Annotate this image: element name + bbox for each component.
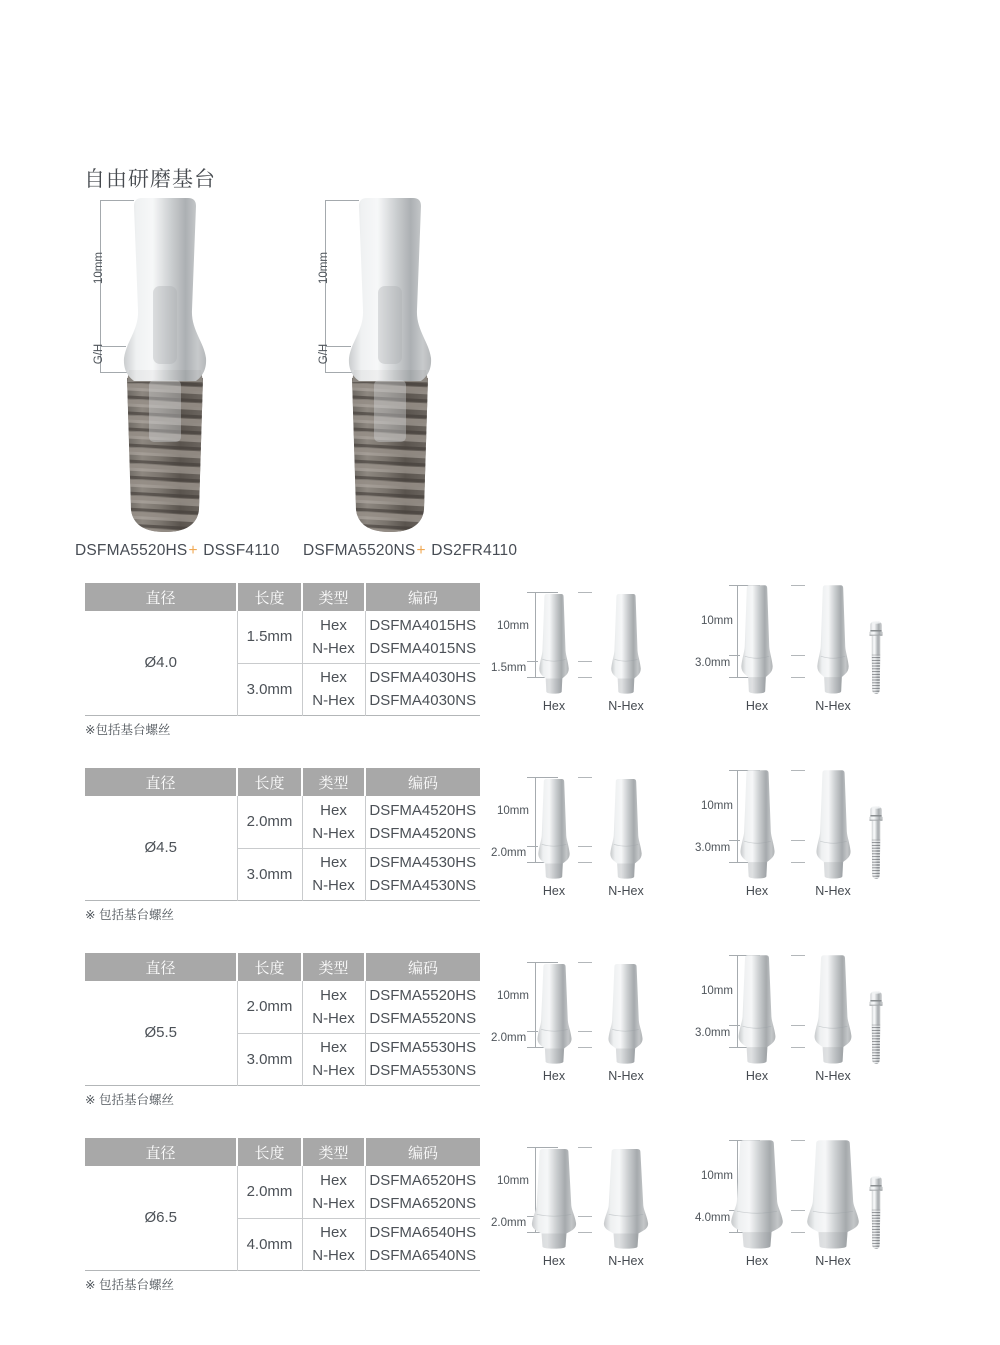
dim-label-10mm: 10mm bbox=[701, 985, 733, 997]
dimension-label-height: 10mm bbox=[93, 252, 105, 284]
hex-label: Hex bbox=[542, 884, 566, 898]
dimension-line bbox=[737, 585, 738, 678]
spec-table bbox=[85, 1138, 480, 1271]
dimension-dash bbox=[578, 1147, 592, 1148]
table-row bbox=[85, 796, 480, 848]
diameter-value: Ø6.5 bbox=[144, 1209, 178, 1227]
type-nhex: N-Hex bbox=[312, 877, 355, 894]
table-header-row bbox=[85, 1138, 480, 1166]
col-header-code: 编码 bbox=[365, 583, 480, 611]
code-values bbox=[365, 611, 480, 663]
col-header-length: 长度 bbox=[237, 1138, 302, 1166]
nhex-label: N-Hex bbox=[815, 1069, 851, 1083]
col-header-code: 编码 bbox=[365, 953, 480, 981]
col-header-type: 类型 bbox=[302, 768, 365, 796]
dimension-dash bbox=[791, 862, 805, 863]
implant-assembly-figure-1 bbox=[85, 190, 315, 542]
dimension-dash bbox=[791, 770, 805, 771]
spec-section-d55 bbox=[0, 953, 1000, 1138]
product-code-combo-2 bbox=[303, 542, 517, 560]
code-ns: DSFMA5520NS bbox=[369, 1009, 477, 1027]
code-ns: DSFMA4520NS bbox=[369, 824, 477, 842]
dimension-dash bbox=[578, 846, 592, 847]
length-value: 3.0mm bbox=[237, 1033, 302, 1085]
figure-group-b bbox=[695, 1138, 910, 1278]
dim-label-gh: 3.0mm bbox=[695, 1027, 731, 1039]
implant-with-abutment-image bbox=[105, 190, 245, 540]
dimension-dash bbox=[578, 592, 592, 593]
type-nhex: N-Hex bbox=[312, 1062, 355, 1079]
type-values bbox=[302, 1218, 365, 1270]
dimension-dash bbox=[791, 955, 805, 956]
abutment-image-nhex bbox=[602, 1147, 650, 1250]
spec-table bbox=[85, 953, 480, 1086]
nhex-label: N-Hex bbox=[815, 1254, 851, 1268]
col-header-length: 长度 bbox=[237, 768, 302, 796]
dimension-dash bbox=[791, 1232, 805, 1233]
footnote: ※包括基台螺丝 bbox=[85, 723, 171, 737]
hex-label: Hex bbox=[745, 1069, 769, 1083]
nhex-label: N-Hex bbox=[608, 1069, 644, 1083]
hex-label: Hex bbox=[542, 699, 566, 713]
abutment-code: DSFMA5520HS bbox=[75, 542, 188, 559]
code-values bbox=[365, 796, 480, 848]
code-ns: DSFMA4530NS bbox=[369, 877, 477, 894]
abutment-image-hex bbox=[740, 583, 774, 695]
diameter-value: Ø4.5 bbox=[144, 839, 178, 857]
dim-label-10mm: 10mm bbox=[701, 800, 733, 812]
type-hex: Hex bbox=[320, 616, 347, 634]
code-hs: DSFMA5530HS bbox=[369, 1039, 477, 1056]
type-values bbox=[302, 848, 365, 900]
hex-label: Hex bbox=[745, 1254, 769, 1268]
dimension-label-gh: G/H bbox=[93, 343, 105, 365]
type-nhex: N-Hex bbox=[312, 1194, 355, 1212]
code-values bbox=[365, 848, 480, 900]
dim-label-10mm: 10mm bbox=[497, 1175, 529, 1187]
code-hs: DSFMA4015HS bbox=[369, 616, 477, 634]
dim-label-gh: 4.0mm bbox=[695, 1212, 731, 1224]
code-values bbox=[365, 1033, 480, 1085]
code-hs: DSFMA4520HS bbox=[369, 801, 477, 819]
abutment-image-hex bbox=[739, 768, 776, 880]
type-values bbox=[302, 1033, 365, 1085]
col-header-diameter: 直径 bbox=[85, 953, 237, 981]
dimension-line bbox=[535, 777, 536, 863]
code-hs: DSFMA6520HS bbox=[369, 1171, 477, 1189]
code-hs: DSFMA5520HS bbox=[369, 986, 477, 1004]
figure-group-a bbox=[490, 1138, 690, 1278]
dimension-dash bbox=[791, 1047, 805, 1048]
type-hex: Hex bbox=[320, 1224, 347, 1241]
abutment-image-hex bbox=[536, 962, 573, 1065]
dimension-line bbox=[737, 770, 738, 863]
col-header-length: 长度 bbox=[237, 953, 302, 981]
col-header-length: 长度 bbox=[237, 583, 302, 611]
col-header-diameter: 直径 bbox=[85, 583, 237, 611]
figure-group-a bbox=[490, 583, 690, 723]
length-value: 3.0mm bbox=[237, 848, 302, 900]
abutment-image-hex bbox=[530, 1147, 578, 1250]
abutment-code: DSFMA5520NS bbox=[303, 542, 416, 559]
footnote: ※ 包括基台螺丝 bbox=[85, 1093, 174, 1107]
screw-code: DS2FR4110 bbox=[431, 542, 518, 559]
abutment-image-nhex bbox=[607, 962, 644, 1065]
implant-assembly-figure-2 bbox=[310, 190, 540, 542]
length-value: 2.0mm bbox=[237, 981, 302, 1033]
spec-table bbox=[85, 583, 480, 716]
abutment-image-nhex bbox=[813, 953, 853, 1065]
hex-label: Hex bbox=[745, 699, 769, 713]
type-values bbox=[302, 663, 365, 715]
col-header-code: 编码 bbox=[365, 1138, 480, 1166]
footnote: ※ 包括基台螺丝 bbox=[85, 908, 174, 922]
dimension-dash bbox=[578, 1232, 592, 1233]
dim-label-10mm: 10mm bbox=[701, 1170, 733, 1182]
type-nhex: N-Hex bbox=[312, 1009, 355, 1027]
length-value: 4.0mm bbox=[237, 1218, 302, 1270]
hex-label: Hex bbox=[542, 1254, 566, 1268]
abutment-image-hex bbox=[537, 777, 571, 880]
figure-group-b bbox=[695, 953, 910, 1093]
dim-label-10mm: 10mm bbox=[701, 615, 733, 627]
type-values bbox=[302, 611, 365, 663]
table-row bbox=[85, 1166, 480, 1218]
abutment-image-nhex bbox=[805, 1138, 861, 1250]
dimension-dash bbox=[578, 1216, 592, 1217]
type-hex: Hex bbox=[320, 986, 347, 1004]
col-header-type: 类型 bbox=[302, 1138, 365, 1166]
dimension-dash bbox=[578, 677, 592, 678]
dimension-label-height: 10mm bbox=[318, 252, 330, 284]
type-nhex: N-Hex bbox=[312, 692, 355, 709]
diameter-value: Ø5.5 bbox=[144, 1024, 178, 1042]
figure-group-b bbox=[695, 583, 910, 723]
code-ns: DSFMA4015NS bbox=[369, 639, 477, 657]
dim-label-10mm: 10mm bbox=[497, 620, 529, 632]
col-header-type: 类型 bbox=[302, 953, 365, 981]
code-values bbox=[365, 663, 480, 715]
figure-group-a bbox=[490, 768, 690, 908]
code-ns: DSFMA6540NS bbox=[369, 1247, 477, 1264]
abutment-image-hex bbox=[737, 953, 777, 1065]
abutment-image-hex bbox=[538, 592, 570, 695]
type-hex: Hex bbox=[320, 1171, 347, 1189]
nhex-label: N-Hex bbox=[608, 699, 644, 713]
screw-code: DSSF4110 bbox=[203, 542, 280, 559]
col-header-code: 编码 bbox=[365, 768, 480, 796]
length-value: 2.0mm bbox=[237, 1166, 302, 1218]
dim-label-gh: 3.0mm bbox=[695, 657, 731, 669]
dimension-dash bbox=[578, 962, 592, 963]
dimension-dash bbox=[578, 1031, 592, 1032]
abutment-image-nhex bbox=[816, 583, 850, 695]
abutment-image-nhex bbox=[815, 768, 852, 880]
product-code-combo-1 bbox=[75, 542, 280, 560]
length-value: 3.0mm bbox=[237, 663, 302, 715]
hex-label: Hex bbox=[542, 1069, 566, 1083]
table-header-row bbox=[85, 953, 480, 981]
dimension-dash bbox=[791, 655, 805, 656]
type-nhex: N-Hex bbox=[312, 824, 355, 842]
dim-label-gh: 1.5mm bbox=[491, 662, 527, 674]
dimension-dash bbox=[578, 862, 592, 863]
code-values bbox=[365, 1166, 480, 1218]
abutment-screw-image bbox=[862, 1172, 890, 1256]
dimension-dash bbox=[791, 1210, 805, 1211]
code-values bbox=[365, 1218, 480, 1270]
type-values bbox=[302, 1166, 365, 1218]
dim-label-10mm: 10mm bbox=[497, 990, 529, 1002]
footnote: ※ 包括基台螺丝 bbox=[85, 1278, 174, 1292]
implant-with-abutment-image bbox=[330, 190, 470, 540]
table-row bbox=[85, 981, 480, 1033]
dim-label-gh: 2.0mm bbox=[491, 847, 527, 859]
code-ns: DSFMA4030NS bbox=[369, 692, 477, 709]
abutment-screw-image bbox=[862, 802, 890, 886]
dim-label-10mm: 10mm bbox=[497, 805, 529, 817]
type-values bbox=[302, 981, 365, 1033]
dim-label-gh: 2.0mm bbox=[491, 1032, 527, 1044]
code-hs: DSFMA6540HS bbox=[369, 1224, 477, 1241]
code-hs: DSFMA4030HS bbox=[369, 669, 477, 686]
length-value: 1.5mm bbox=[237, 611, 302, 663]
dimension-dash bbox=[791, 840, 805, 841]
nhex-label: N-Hex bbox=[608, 1254, 644, 1268]
dimension-dash bbox=[791, 1025, 805, 1026]
type-values bbox=[302, 796, 365, 848]
col-header-type: 类型 bbox=[302, 583, 365, 611]
hex-label: Hex bbox=[745, 884, 769, 898]
plus-sign: + bbox=[416, 542, 426, 559]
dimension-tick bbox=[527, 661, 538, 662]
plus-sign: + bbox=[188, 542, 198, 559]
dimension-tick bbox=[729, 655, 740, 656]
dim-label-gh: 3.0mm bbox=[695, 842, 731, 854]
length-value: 2.0mm bbox=[237, 796, 302, 848]
type-hex: Hex bbox=[320, 801, 347, 819]
abutment-image-nhex bbox=[609, 777, 643, 880]
page-title: 自由研磨基台 bbox=[84, 168, 216, 191]
dimension-line bbox=[535, 592, 536, 678]
nhex-label: N-Hex bbox=[815, 884, 851, 898]
dimension-dash bbox=[578, 661, 592, 662]
table-row bbox=[85, 611, 480, 663]
type-hex: Hex bbox=[320, 669, 347, 686]
col-header-diameter: 直径 bbox=[85, 1138, 237, 1166]
dimension-dash bbox=[578, 1047, 592, 1048]
table-header-row bbox=[85, 583, 480, 611]
nhex-label: N-Hex bbox=[815, 699, 851, 713]
spec-section-d65 bbox=[0, 1138, 1000, 1323]
code-ns: DSFMA5530NS bbox=[369, 1062, 477, 1079]
dimension-dash bbox=[791, 677, 805, 678]
code-values bbox=[365, 981, 480, 1033]
table-header-row bbox=[85, 768, 480, 796]
abutment-screw-image bbox=[862, 617, 890, 701]
figure-group-a bbox=[490, 953, 690, 1093]
dim-label-gh: 2.0mm bbox=[491, 1217, 527, 1229]
code-hs: DSFMA4530HS bbox=[369, 854, 477, 871]
abutment-screw-image bbox=[862, 987, 890, 1071]
type-nhex: N-Hex bbox=[312, 1247, 355, 1264]
dimension-dash bbox=[578, 777, 592, 778]
dimension-dash bbox=[791, 585, 805, 586]
figure-group-b bbox=[695, 768, 910, 908]
dimension-label-gh: G/H bbox=[318, 343, 330, 365]
type-hex: Hex bbox=[320, 1039, 347, 1056]
spec-section-d45 bbox=[0, 768, 1000, 953]
col-header-diameter: 直径 bbox=[85, 768, 237, 796]
code-ns: DSFMA6520NS bbox=[369, 1194, 477, 1212]
type-hex: Hex bbox=[320, 854, 347, 871]
spec-section-d40 bbox=[0, 583, 1000, 768]
abutment-image-hex bbox=[729, 1138, 785, 1250]
type-nhex: N-Hex bbox=[312, 639, 355, 657]
abutment-image-nhex bbox=[610, 592, 642, 695]
diameter-value: Ø4.0 bbox=[144, 654, 178, 672]
dimension-dash bbox=[791, 1140, 805, 1141]
spec-table bbox=[85, 768, 480, 901]
nhex-label: N-Hex bbox=[608, 884, 644, 898]
